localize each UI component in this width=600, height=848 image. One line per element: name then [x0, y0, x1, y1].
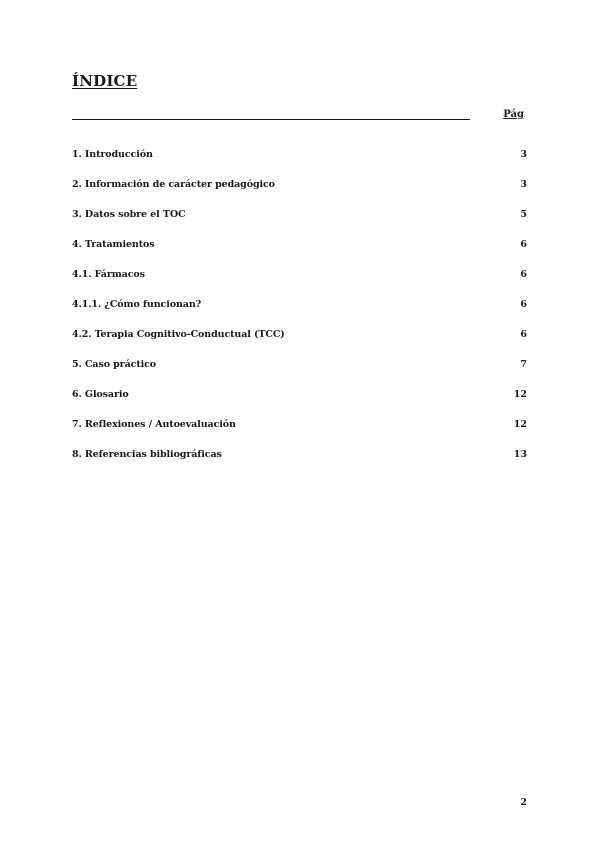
toc-entry-glosario[interactable]	[72, 388, 527, 418]
toc-entry-label: 7. Reflexiones / Autoevaluación	[72, 419, 236, 430]
toc-entry-label: 4.1. Fármacos	[72, 269, 145, 280]
toc-entry-label: 1. Introducción	[72, 149, 153, 160]
toc-entry-label: 4.1.1. ¿Cómo funcionan?	[72, 299, 202, 310]
toc-entry-caso-practico[interactable]	[72, 358, 527, 388]
toc-entry-como-funcionan[interactable]	[72, 298, 527, 328]
toc-entry-page: 6	[520, 239, 527, 250]
toc-entry-farmacos[interactable]	[72, 268, 527, 298]
toc-entry-page: 12	[513, 389, 527, 400]
toc-entry-reflexiones[interactable]	[72, 418, 527, 448]
toc-entry-page: 6	[520, 329, 527, 340]
toc-entry-referencias[interactable]	[72, 448, 527, 478]
toc-entry-label: 4.2. Terapia Cognitivo-Conductual (TCC)	[72, 329, 285, 340]
table-of-contents	[72, 148, 527, 478]
toc-entry-label: 3. Datos sobre el TOC	[72, 209, 186, 220]
toc-entry-page: 3	[520, 149, 527, 160]
toc-entry-page: 5	[520, 209, 527, 220]
toc-entry-page: 7	[520, 359, 527, 370]
header-rule	[72, 119, 470, 120]
toc-entry-terapia-tcc[interactable]	[72, 328, 527, 358]
toc-entry-introduccion[interactable]	[72, 148, 527, 178]
page-title: ÍNDICE	[72, 72, 138, 90]
toc-entry-label: 5. Caso práctico	[72, 359, 157, 370]
toc-entry-page: 6	[520, 299, 527, 310]
toc-entry-page: 6	[520, 269, 527, 280]
toc-entry-label: 8. Referencias bibliográficas	[72, 449, 222, 460]
toc-entry-page: 12	[513, 419, 527, 430]
toc-entry-label: 4. Tratamientos	[72, 239, 155, 250]
toc-entry-label: 2. Información de carácter pedagógico	[72, 179, 275, 190]
footer-page-number: 2	[520, 797, 527, 808]
toc-entry-informacion-pedagogica[interactable]	[72, 178, 527, 208]
toc-entry-label: 6. Glosario	[72, 389, 129, 400]
toc-entry-datos-toc[interactable]	[72, 208, 527, 238]
page-column-label: Pág	[503, 109, 524, 120]
toc-entry-tratamientos[interactable]	[72, 238, 527, 268]
toc-entry-page: 13	[513, 449, 527, 460]
toc-entry-page: 3	[520, 179, 527, 190]
